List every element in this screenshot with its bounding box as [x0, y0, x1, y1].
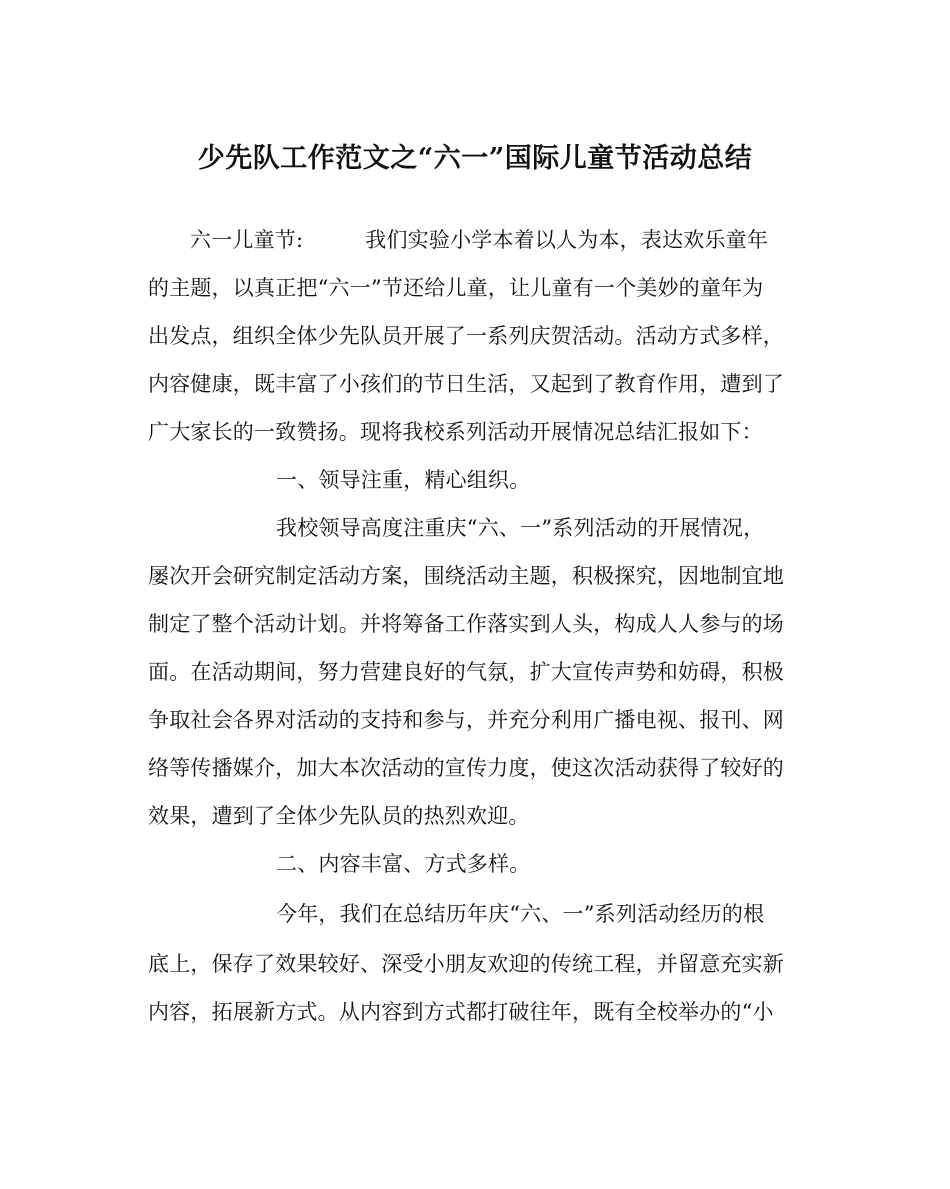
paragraph-line: 内容，拓展新方式。从内容到方式都打破往年，既有全校举办的“小	[148, 1000, 774, 1024]
paragraph-line: 络等传播媒介，加大本次活动的宣传力度，使这次活动获得了较好的	[148, 756, 784, 780]
paragraph-line: 制定了整个活动计划。并将筹备工作落实到人头，构成人人参与的场	[148, 612, 784, 636]
paragraph-line: 争取社会各界对活动的支持和参与，并充分利用广播电视、报刊、网	[148, 708, 784, 732]
paragraph-line: 屡次开会研究制定活动方案，围绕活动主题，积极探究，因地制宜地	[148, 564, 784, 588]
paragraph-line: 今年，我们在总结历年庆“六、一”系列活动经历的根	[276, 902, 765, 926]
paragraph-line: 内容健康，既丰富了小孩们的节日生活，又起到了教育作用，遭到了	[148, 372, 784, 396]
paragraph-line: 效果，遭到了全体少先队员的热烈欢迎。	[148, 804, 530, 828]
paragraph-line: 出发点，组织全体少先队员开展了一系列庆贺活动。活动方式多样，	[148, 324, 784, 348]
paragraph-line: 我校领导高度注重庆“六、一”系列活动的开展情况，	[276, 516, 765, 540]
document-title: 少先队工作范文之“六一”国际儿童节活动总结	[197, 143, 753, 174]
paragraph-line: 广大家长的一致赞扬。现将我校系列活动开展情况总结汇报如下：	[148, 420, 763, 444]
intro-text: 我们实验小学本着以人为本，表达欢乐童年	[365, 228, 769, 252]
intro-label: 六一儿童节:	[190, 228, 304, 252]
paragraph-line: 面。在活动期间，努力营建良好的气氛，扩大宣传声势和妨碍，积极	[148, 660, 784, 684]
paragraph-line: 的主题，以真正把“六一”节还给儿童，让儿童有一个美妙的童年为	[148, 276, 764, 300]
paragraph-line: 底上，保存了效果较好、深受小朋友欢迎的传统工程，并留意充实新	[148, 952, 784, 976]
section-heading-2: 二、内容丰富、方式多样。	[276, 852, 531, 876]
paragraph-line	[190, 225, 850, 255]
section-heading-1: 一、领导注重，精心组织。	[276, 468, 531, 492]
